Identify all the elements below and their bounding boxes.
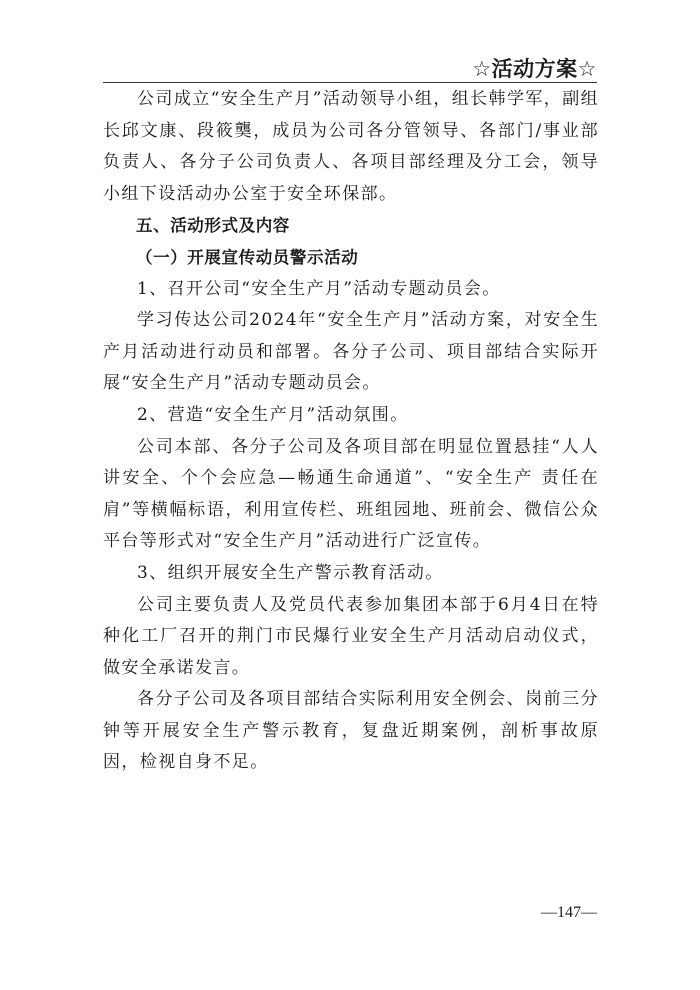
item-3-body-education: 各分子公司及各项目部结合实际利用安全例会、岗前三分钟等开展安全生产警示教育，复盘近期案例，剖析事故原因，检视自身不足。 [103, 689, 599, 773]
item-2-title: 2、营造“安全生产月”活动氛围。 [137, 404, 409, 425]
subsection-heading-publicity: （一）开展宣传动员警示活动 [136, 247, 359, 267]
item-1-body: 学习传达公司2024年“安全生产月”活动方案，对安全生产月活动进行动员和部署。各分子公司、项目部结合实际开展“安全生产月”活动专题动员会。 [103, 310, 599, 394]
page-number: —147— [541, 904, 597, 921]
item-1-title: 1、召开公司“安全生产月”活动专题动员会。 [137, 278, 501, 299]
header-title: ☆活动方案☆ [472, 57, 597, 81]
item-3-title: 3、组织开展安全生产警示教育活动。 [137, 562, 444, 583]
section-heading-activities: 五、活动形式及内容 [136, 216, 290, 236]
page-header [103, 56, 597, 83]
paragraph-leading-group: 公司成立“安全生产月”活动领导小组，组长韩学军，副组长邱文康、段筱龑，成员为公司各分管领导、各部门/事业部负责人、各分子公司负责人、各项目部经理及分工会，领导小组下设活动办公室于安全环保部。 [103, 89, 599, 204]
item-3-body-ceremony: 公司主要负责人及党员代表参加集团本部于6月4日在特种化工厂召开的荆门市民爆行业安全生产月活动启动仪式，做安全承诺发言。 [103, 594, 599, 678]
item-2-body: 公司本部、各分子公司及各项目部在明显位置悬挂“人人讲安全、个个会应急—畅通生命通道”、“安全生产 责任在肩”等横幅标语，利用宣传栏、班组园地、班前会、微信公众平台等形式对“安全生产月”活动进行广泛宣传。 [103, 436, 599, 552]
document-body [103, 84, 599, 779]
